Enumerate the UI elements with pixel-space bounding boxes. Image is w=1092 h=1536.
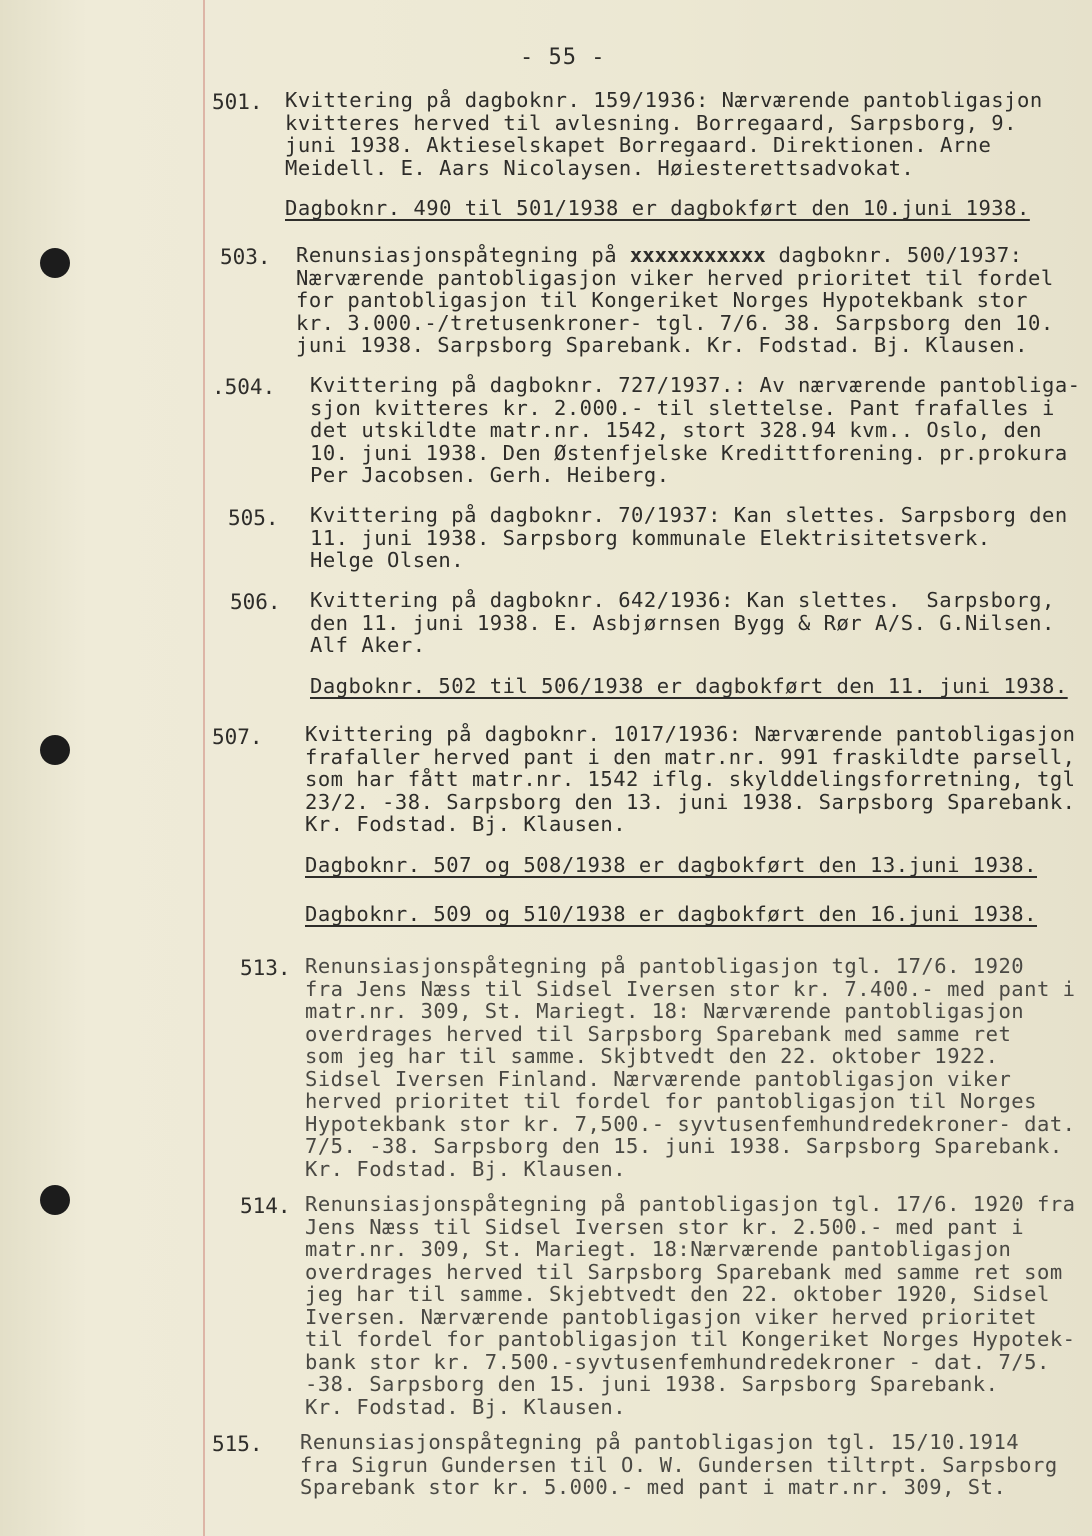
entry-text	[300, 1431, 1058, 1499]
entry-number: 513.	[240, 956, 291, 980]
text-line: juni 1938. Aktieselskapet Borregaard. Direktionen. Arne	[285, 133, 992, 157]
entry-number: 501.	[212, 90, 263, 114]
text-line: det utskildte matr.nr. 1542, stort 328.94 kvm.. Oslo, den	[310, 418, 1042, 442]
text-line: Kvittering på dagboknr. 642/1936: Kan slettes. Sarpsborg,	[310, 588, 1055, 612]
daybook-summary: Dagboknr. 509 og 510/1938 er dagbokført den 16.juni 1938.	[305, 902, 1037, 926]
text-line: Renunsiasjonspåtegning på pantobligasjon tgl. 17/6. 1920 fra	[305, 1192, 1076, 1216]
text-line: fra Sigrun Gundersen til O. W. Gundersen tiltrpt. Sarpsborg	[300, 1452, 1058, 1477]
text-line: juni 1938. Sarpsborg Sparebank. Kr. Fodstad. Bj. Klausen.	[296, 333, 1028, 357]
daybook-summary: Dagboknr. 507 og 508/1938 er dagbokført den 13.juni 1938.	[305, 853, 1037, 877]
page-number: - 55 -	[520, 45, 606, 70]
text-line: Iversen. Nærværende pantobligasjon viker herved prioritet	[305, 1304, 1037, 1329]
text-line: herved prioritet til fordel for pantobligasjon til Norges	[305, 1089, 1037, 1113]
text-line: Sparebank stor kr. 5.000.- med pant i matr.nr. 309, St.	[300, 1475, 1007, 1499]
entry-number: 505.	[228, 506, 279, 530]
text-line: for pantobligasjon til Kongeriket Norges Hypotekbank stor	[296, 288, 1028, 312]
entry-text	[310, 589, 1055, 657]
text-line: frafaller herved pant i den matr.nr. 991 fraskildte parsell,	[305, 744, 1076, 769]
text-line: Kvittering på dagboknr. 1017/1936: Nærværende pantobligasjon	[305, 722, 1076, 746]
text-segment: Renunsiasjonspåtegning på	[296, 243, 630, 267]
text-line: Kr. Fodstad. Bj. Klausen.	[305, 1394, 627, 1419]
text-line: den 11. juni 1938. E. Asbjørnsen Bygg & Rør A/S. G.Nilsen.	[310, 610, 1055, 635]
margin-rule	[203, 0, 205, 1536]
struck-text: xxxxxxxxxxx	[629, 243, 766, 267]
text-line: 10. juni 1938. Den Østenfjelske Kredittforening. pr.prokura	[310, 440, 1068, 465]
text-line: Sidsel Iversen Finland. Nærværende pantobligasjon viker	[305, 1066, 1012, 1091]
text-line: sjon kvitteres kr. 2.000.- til slettelse. Pant frafalles i	[310, 395, 1055, 420]
text-line	[296, 244, 1054, 267]
entry-number: 503.	[220, 245, 271, 269]
entry-text	[285, 89, 1043, 179]
entry-text	[310, 374, 1081, 487]
text-line: Kr. Fodstad. Bj. Klausen.	[305, 812, 627, 836]
text-line: matr.nr. 309, St. Mariegt. 18: Nærværende pantobligasjon	[305, 999, 1025, 1023]
text-line: 23/2. -38. Sarpsborg den 13. juni 1938. Sarpsborg Sparebank.	[305, 789, 1076, 814]
entry-text	[296, 244, 1054, 357]
text-line: 11. juni 1938. Sarpsborg kommunale Elektrisitetsverk.	[310, 525, 991, 550]
text-line: fra Jens Næss til Sidsel Iversen stor kr. 7.400.- med pant i	[305, 976, 1076, 1001]
entry-text	[305, 955, 1076, 1180]
text-line: Kvittering på dagboknr. 159/1936: Nærværende pantobligasjon	[285, 88, 1043, 112]
text-line: Kvittering på dagboknr. 727/1937.: Av nærværende pantobliga-	[310, 373, 1081, 397]
text-line: kvitteres herved til avlesning. Borregaard, Sarpsborg, 9.	[285, 110, 1017, 135]
text-line: Meidell. E. Aars Nicolaysen. Høiesterettsadvokat.	[285, 155, 915, 180]
entry-number: 514.	[240, 1194, 291, 1218]
entry-text	[305, 723, 1076, 836]
text-line: matr.nr. 309, St. Mariegt. 18:Nærværende pantobligasjon	[305, 1237, 1012, 1261]
text-line: overdrages herved til Sarpsborg Sparebank med samme ret	[305, 1021, 1012, 1046]
punch-hole	[40, 248, 70, 278]
text-line: overdrages herved til Sarpsborg Sparebank med samme ret som	[305, 1259, 1063, 1284]
entry-number: 507.	[212, 725, 263, 749]
daybook-summary: Dagboknr. 502 til 506/1938 er dagbokført den 11. juni 1938.	[310, 674, 1068, 698]
text-line: Kr. Fodstad. Bj. Klausen.	[305, 1156, 627, 1181]
text-line: jeg har til samme. Skjebtvedt den 22. oktober 1920, Sidsel	[305, 1282, 1050, 1306]
text-line: kr. 3.000.-/tretusenkroner- tgl. 7/6. 38. Sarpsborg den 10.	[296, 310, 1054, 335]
text-line: -38. Sarpsborg den 15. juni 1938. Sarpsborg Sparebank.	[305, 1372, 999, 1396]
entry-number: 515.	[212, 1432, 263, 1456]
text-line: Renunsiasjonspåtegning på pantobligasjon tgl. 15/10.1914	[300, 1430, 1020, 1454]
text-line: som jeg har til samme. Skjbtvedt den 22. oktober 1922.	[305, 1044, 999, 1068]
text-line: 7/5. -38. Sarpsborg den 15. juni 1938. Sarpsborg Sparebank.	[305, 1134, 1063, 1158]
text-line: Kvittering på dagboknr. 70/1937: Kan slettes. Sarpsborg den	[310, 503, 1068, 527]
punch-hole	[40, 1185, 70, 1215]
text-line: Helge Olsen.	[310, 548, 465, 572]
text-line: Nærværende pantobligasjon viker herved prioritet til fordel	[296, 265, 1054, 290]
entry-number: .504.	[212, 375, 276, 399]
daybook-summary: Dagboknr. 490 til 501/1938 er dagbokført den 10.juni 1938.	[285, 196, 1030, 220]
text-line: som har fått matr.nr. 1542 iflg. skylddelingsforretning, tgl	[305, 767, 1076, 791]
text-line: bank stor kr. 7.500.-syvtusenfemhundredekroner - dat. 7/5.	[305, 1349, 1050, 1374]
entry-text	[305, 1193, 1076, 1418]
text-segment: dagboknr. 500/1937:	[765, 243, 1023, 267]
entry-number: 506.	[230, 590, 281, 614]
entry-text	[310, 504, 1068, 572]
punch-hole	[40, 735, 70, 765]
text-line: Renunsiasjonspåtegning på pantobligasjon tgl. 17/6. 1920	[305, 954, 1025, 978]
text-line: Alf Aker.	[310, 633, 426, 657]
text-line: Jens Næss til Sidsel Iversen stor kr. 2.500.- med pant i	[305, 1214, 1025, 1239]
text-line: til fordel for pantobligasjon til Kongeriket Norges Hypotek-	[305, 1327, 1076, 1351]
text-line: Hypotekbank stor kr. 7,500.- syvtusenfemhundredekroner- dat.	[305, 1111, 1076, 1136]
text-line: Per Jacobsen. Gerh. Heiberg.	[310, 463, 670, 487]
